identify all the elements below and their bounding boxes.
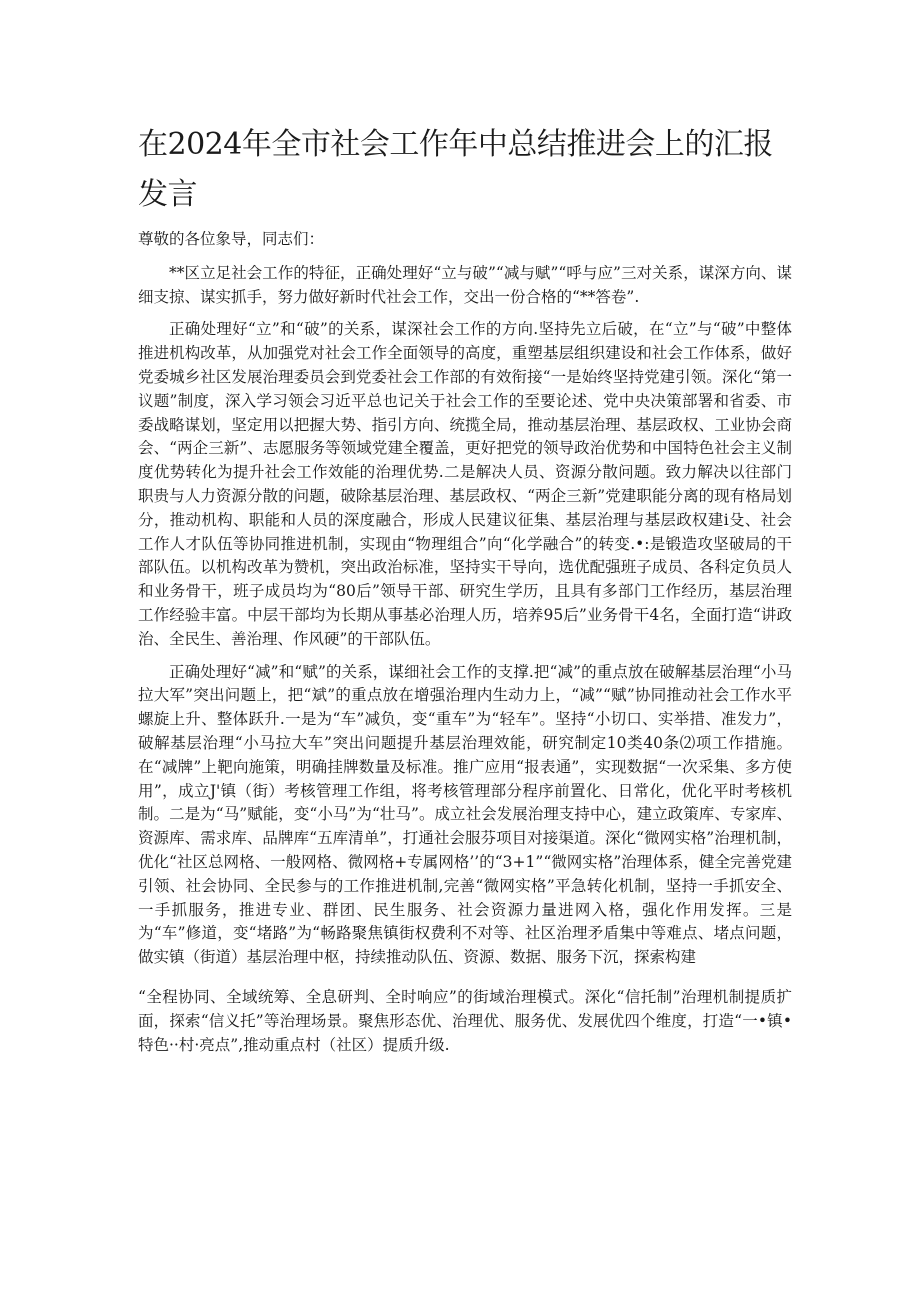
salutation: 尊敬的各位象导，同志们：: [138, 230, 325, 248]
paragraph-intro: **区立足社会工作的特征，正确处理好“立与破”“减与赋”“呼与应”三对关系，谋深方向、谋细支掠、谋实抓手，努力做好新时代社会工作，交出一份合格的“**答卷”.: [138, 263, 792, 306]
paragraph-li-po: 正确处理好“立”和“破”的关系，谋深社会工作的方向.坚持先立后破，在“立”与“破”中整体推进机构改革，从加强党对社会工作全面领导的高度，重塑基层组织建设和社会工作体系，做好党委城乡社区发展治理委员会到党委社会工作部的有效衔接“一是始终坚持党建引领。深化“第一议题”制度，深入学习领会习近平总也记关于社会工作的至要论述、党中央决策部署和省委、市委战略谋划，坚定用以把握大势、指引方向、统揽全局，推动基层治理、基层政权、工业协会商会、“两企三新”、志愿服务等领域党建全覆盖，更好把党的领导政治优势和中国特色社会主义制度优势转化为提升社会工作效能的治理优势.二是解决人员、资源分散问题。致力解决以往部门职贵与人力资源分散的问题，破除基层治理、基层政权、“两企三新”党建职能分离的现有格局划分，推动机构、职能和人员的深度融合，形成人民建议征集、基层治理与基层政权建i殳、社会工作人才队伍等协同推进机制，实现由“物理组合”向“化学融合”的转变.•:是锻造攻坚破局的干部队伍。以机构改革为赞机，突出政治标准，坚持实干导向，选优配强班子成员、各科定负员人和业务骨干，班子成员均为“80后”领导干部、研究生学历，且具有多部门工作经历，基层治理工作经验丰富。中层干部均为长期从事基必治理人历，培养95后”业务骨干4名，全面打造“讲政治、全民生、善治理、作风硬”的干部队伍。: [138, 320, 792, 648]
paragraph-continuation: “全程协同、全域统筹、全息研判、全时响应”的街域治理模式。深化“信托制”治理机制提质扩面，探索“信义托”等治理场景。聚焦形态优、治理优、服务优、发展优四个维度，打造“一•镇•特色··村·亮点”,推动重点村（社区）提质升级.: [138, 987, 792, 1054]
paragraph-jian-fu: 正确处理好“减”和“赋”的关系，谋细社会工作的支撑.把“减”的重点放在破解基层治理“小马拉大军”突出问题上，把“斌”的重点放在增强治理内生动力上，“减”“赋”协同推动社会工作水平螺旋上升、整体跃升.一是为“车”减负，变“重车”为“轻车”。坚持“小切口、实举措、准发力”，破解基层治理“小马拉大车”突出问题提升基层治理效能，研究制定10类40条⑵项工作措施。在“减牌”上靶向施策，明确挂牌数量及标准。推广应用“报表通”，实现数据“一次采集、多方使用”，成立J'镇（街）考核管理工作组，将考核管理部分程序前置化、日常化，优化平时考核机制。二是为“马”赋能，变“小马”为“壮马”。成立社会发展治理支持中心，建立政策库、专家库、资源库、需求库、品牌库“五库清单”，打通社会服芬项目对接渠道。深化“微网实格”治理机制，优化“社区总网格、一般网格、微网格+专属网格’’的“3+1”“微网实格”治理体系，健全完善党建引领、社会协同、全民参与的工作推进机制,完善“微网实格”平急转化机制，坚持一手抓安全、一手抓服务，推进专业、群团、民生服务、社会资源力量进网入格，强化作用发挥。三是为“车”修道，变“堵路”为“畅路聚焦镇街权费利不对等、社区治理矛盾集中等难点、堵点问题，做实镇（街道）基层治理中枢，持续推动队伍、资源、数据、服务下沉，探索构建: [138, 662, 792, 967]
document-title: 在2024年全市社会工作年中总结推进会上的汇报发言: [138, 127, 773, 212]
document-body: [138, 228, 792, 1066]
